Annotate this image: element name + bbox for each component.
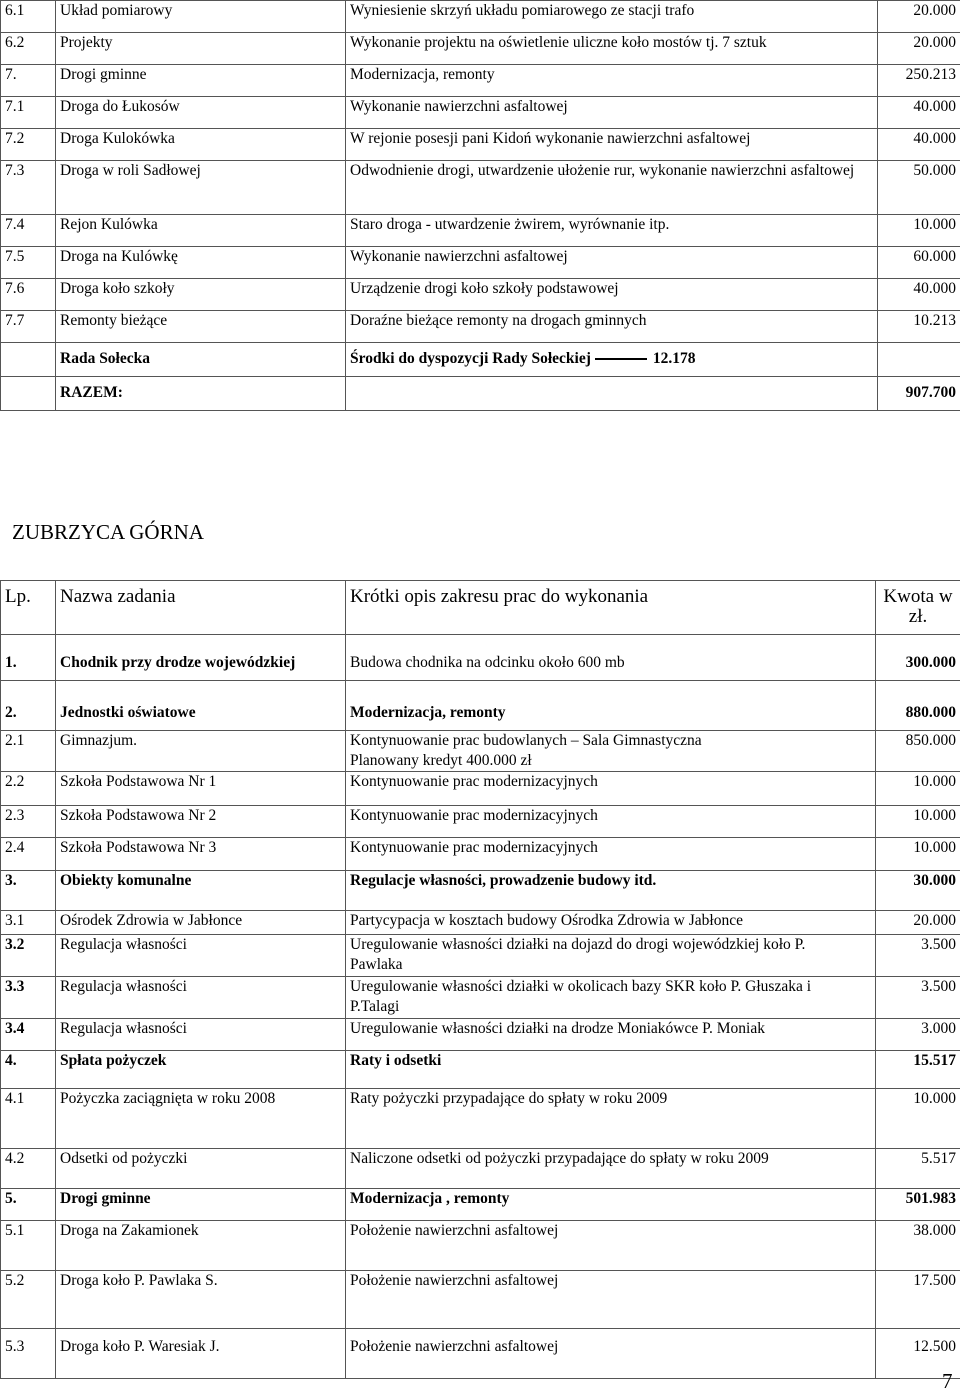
desc-cell: Partycypacja w kosztach budowy Ośrodka Zdrowia w Jabłonce [346, 911, 876, 935]
dash-rule [595, 358, 647, 360]
table-row [1, 129, 960, 161]
name-cell: Droga do Łukosów [56, 97, 346, 129]
table-row [1, 681, 960, 731]
table-row [1, 1089, 960, 1149]
table-row [1, 1019, 960, 1051]
desc-cell: Położenie nawierzchni asfaltowej [346, 1329, 876, 1379]
table-row [1, 215, 960, 247]
table-row [1, 279, 960, 311]
name-cell: Odsetki od pożyczki [56, 1149, 346, 1189]
name-cell: Szkoła Podstawowa Nr 2 [56, 806, 346, 838]
amount-cell: 40.000 [878, 97, 960, 129]
desc-cell: Kontynuowanie prac modernizacyjnych [346, 772, 876, 806]
amount-cell: 30.000 [876, 871, 960, 911]
lp-cell: 1. [1, 635, 56, 681]
table-row [1, 1189, 960, 1221]
amount-cell: 20.000 [878, 33, 960, 65]
amount-cell: 40.000 [878, 279, 960, 311]
desc-cell: Modernizacja , remonty [346, 1189, 876, 1221]
name-cell: Pożyczka zaciągnięta w roku 2008 [56, 1089, 346, 1149]
desc-cell: Położenie nawierzchni asfaltowej [346, 1271, 876, 1329]
name-cell: Remonty bieżące [56, 311, 346, 343]
table-row [1, 247, 960, 279]
header-row [1, 581, 960, 635]
table-row [1, 635, 960, 681]
table-row [1, 772, 960, 806]
amount-cell: 40.000 [878, 129, 960, 161]
lp-cell: 7.4 [1, 215, 56, 247]
lp-cell: 6.2 [1, 33, 56, 65]
lp-cell: 5.2 [1, 1271, 56, 1329]
header-amount: Kwota w zł. [876, 581, 960, 635]
amount-cell: 250.213 [878, 65, 960, 97]
desc-cell: Uregulowanie własności działki w okolicach bazy SKR koło P. Głuszaka i P.Talagi [346, 977, 876, 1019]
lp-cell: 3.4 [1, 1019, 56, 1051]
total-amount: 907.700 [878, 377, 960, 411]
desc-cell: Kontynuowanie prac modernizacyjnych [346, 806, 876, 838]
amount-cell: 300.000 [876, 635, 960, 681]
desc-cell: Kontynuowanie prac modernizacyjnych [346, 838, 876, 871]
name-cell: Rejon Kulówka [56, 215, 346, 247]
rada-name-cell: Rada Sołecka [56, 343, 346, 377]
lp-cell: 4.2 [1, 1149, 56, 1189]
table-row [1, 806, 960, 838]
name-cell: Droga koło szkoły [56, 279, 346, 311]
amount-cell: 15.517 [876, 1051, 960, 1089]
lp-cell: 7.1 [1, 97, 56, 129]
header-lp: Lp. [1, 581, 56, 635]
lp-cell: 2. [1, 681, 56, 731]
name-cell: Jednostki oświatowe [56, 681, 346, 731]
lp-cell: 4.1 [1, 1089, 56, 1149]
amount-cell: 10.000 [876, 806, 960, 838]
name-cell: Droga w roli Sadłowej [56, 161, 346, 215]
table-row [1, 935, 960, 977]
amount-cell: 501.983 [876, 1189, 960, 1221]
name-cell: Drogi gminne [56, 65, 346, 97]
name-cell: Droga na Zakamionek [56, 1221, 346, 1271]
name-cell: Spłata pożyczek [56, 1051, 346, 1089]
desc-cell: Wykonanie projektu na oświetlenie uliczne koło mostów tj. 7 sztuk [346, 33, 878, 65]
amount-cell: 20.000 [878, 1, 960, 33]
lp-cell: 7.5 [1, 247, 56, 279]
desc-cell: Odwodnienie drogi, utwardzenie ułożenie rur, wykonanie nawierzchni asfaltowej [346, 161, 878, 215]
amount-cell: 5.517 [876, 1149, 960, 1189]
table-row [1, 731, 960, 772]
desc-cell: Raty pożyczki przypadające do spłaty w roku 2009 [346, 1089, 876, 1149]
amount-cell: 3.000 [876, 1019, 960, 1051]
name-cell: Gimnazjum. [56, 731, 346, 772]
desc-cell: Uregulowanie własności działki na drodze Moniakówce P. Moniak [346, 1019, 876, 1051]
amount-cell: 60.000 [878, 247, 960, 279]
table-row [1, 1, 960, 33]
lp-cell: 2.4 [1, 838, 56, 871]
name-cell: Regulacja własności [56, 1019, 346, 1051]
table-row [1, 311, 960, 343]
amount-cell: 10.000 [876, 838, 960, 871]
lp-cell: 5.1 [1, 1221, 56, 1271]
lp-cell: 3.1 [1, 911, 56, 935]
budget-table-continued [0, 0, 960, 411]
desc-cell: Staro droga - utwardzenie żwirem, wyrównanie itp. [346, 215, 878, 247]
desc-cell: Wykonanie nawierzchni asfaltowej [346, 97, 878, 129]
amount-cell: 850.000 [876, 731, 960, 772]
name-cell: Regulacja własności [56, 935, 346, 977]
name-cell: Droga koło P. Pawlaka S. [56, 1271, 346, 1329]
name-cell: Chodnik przy drodze wojewódzkiej [56, 635, 346, 681]
desc-cell: Uregulowanie własności działki na dojazd do drogi wojewódzkiej koło P. Pawlaka [346, 935, 876, 977]
table-row [1, 977, 960, 1019]
table-row [1, 911, 960, 935]
lp-cell: 3.2 [1, 935, 56, 977]
amount-cell: 10.000 [876, 1089, 960, 1149]
desc-cell: Budowa chodnika na odcinku około 600 mb [346, 635, 876, 681]
amount-cell: 880.000 [876, 681, 960, 731]
table-row [1, 1329, 960, 1379]
table-row [1, 1051, 960, 1089]
table-row [1, 838, 960, 871]
amount-cell: 10.000 [876, 772, 960, 806]
desc-cell: Doraźne bieżące remonty na drogach gminnych [346, 311, 878, 343]
page-number: 7 [942, 1369, 953, 1394]
desc-cell: Wyniesienie skrzyń układu pomiarowego ze stacji trafo [346, 1, 878, 33]
budget-table-body [1, 1, 960, 411]
lp-cell: 7.7 [1, 311, 56, 343]
name-cell: Regulacja własności [56, 977, 346, 1019]
rada-desc-cell [346, 343, 878, 377]
desc-cell: Raty i odsetki [346, 1051, 876, 1089]
desc-cell: Położenie nawierzchni asfaltowej [346, 1221, 876, 1271]
rada-amount: 12.178 [653, 350, 696, 367]
table-row [1, 1221, 960, 1271]
lp-cell: 3. [1, 871, 56, 911]
lp-cell: 7.3 [1, 161, 56, 215]
total-row [1, 377, 960, 411]
lp-cell: 7.2 [1, 129, 56, 161]
amount-cell: 10.000 [878, 215, 960, 247]
lp-cell: 2.3 [1, 806, 56, 838]
amount-cell: 38.000 [876, 1221, 960, 1271]
lp-cell: 4. [1, 1051, 56, 1089]
table-row [1, 65, 960, 97]
table-row [1, 1271, 960, 1329]
lp-cell: 3.3 [1, 977, 56, 1019]
lp-cell: 2.2 [1, 772, 56, 806]
lp-cell: 6.1 [1, 1, 56, 33]
name-cell: Droga koło P. Waresiak J. [56, 1329, 346, 1379]
header-desc: Krótki opis zakresu prac do wykonania [346, 581, 876, 635]
lp-cell: 2.1 [1, 731, 56, 772]
section-heading: ZUBRZYCA GÓRNA [12, 520, 204, 545]
name-cell: Szkoła Podstawowa Nr 3 [56, 838, 346, 871]
lp-cell: 7.6 [1, 279, 56, 311]
name-cell: Układ pomiarowy [56, 1, 346, 33]
table-row [1, 97, 960, 129]
header-name: Nazwa zadania [56, 581, 346, 635]
name-cell: Droga na Kulówkę [56, 247, 346, 279]
table-row [1, 1149, 960, 1189]
name-cell: Drogi gminne [56, 1189, 346, 1221]
table-row [1, 871, 960, 911]
amount-cell: 3.500 [876, 977, 960, 1019]
rada-solecka-row [1, 343, 960, 377]
amount-cell: 3.500 [876, 935, 960, 977]
table-row [1, 33, 960, 65]
desc-cell: Urządzenie drogi koło szkoły podstawowej [346, 279, 878, 311]
desc-cell: Naliczone odsetki od pożyczki przypadające do spłaty w roku 2009 [346, 1149, 876, 1189]
amount-cell: 20.000 [876, 911, 960, 935]
total-label: RAZEM: [56, 377, 346, 411]
table-body [1, 635, 960, 1379]
name-cell: Szkoła Podstawowa Nr 1 [56, 772, 346, 806]
desc-cell: Modernizacja, remonty [346, 681, 876, 731]
name-cell: Ośrodek Zdrowia w Jabłonce [56, 911, 346, 935]
zubrzyca-gorna-table [0, 580, 960, 1379]
desc-cell: Wykonanie nawierzchni asfaltowej [346, 247, 878, 279]
table-row [1, 161, 960, 215]
table-header [1, 581, 960, 635]
lp-cell: 7. [1, 65, 56, 97]
rada-desc: Środki do dyspozycji Rady Sołeckiej [350, 350, 591, 367]
lp-cell: 5. [1, 1189, 56, 1221]
name-cell: Obiekty komunalne [56, 871, 346, 911]
desc-cell: Kontynuowanie prac budowlanych – Sala Gimnastyczna Planowany kredyt 400.000 zł [346, 731, 876, 772]
lp-cell: 5.3 [1, 1329, 56, 1379]
desc-cell: Regulacje własności, prowadzenie budowy itd. [346, 871, 876, 911]
amount-cell: 50.000 [878, 161, 960, 215]
desc-cell: W rejonie posesji pani Kidoń wykonanie nawierzchni asfaltowej [346, 129, 878, 161]
name-cell: Droga Kulokówka [56, 129, 346, 161]
name-cell: Projekty [56, 33, 346, 65]
desc-cell: Modernizacja, remonty [346, 65, 878, 97]
amount-cell: 10.213 [878, 311, 960, 343]
amount-cell: 17.500 [876, 1271, 960, 1329]
amount-cell: 12.500 [876, 1329, 960, 1379]
